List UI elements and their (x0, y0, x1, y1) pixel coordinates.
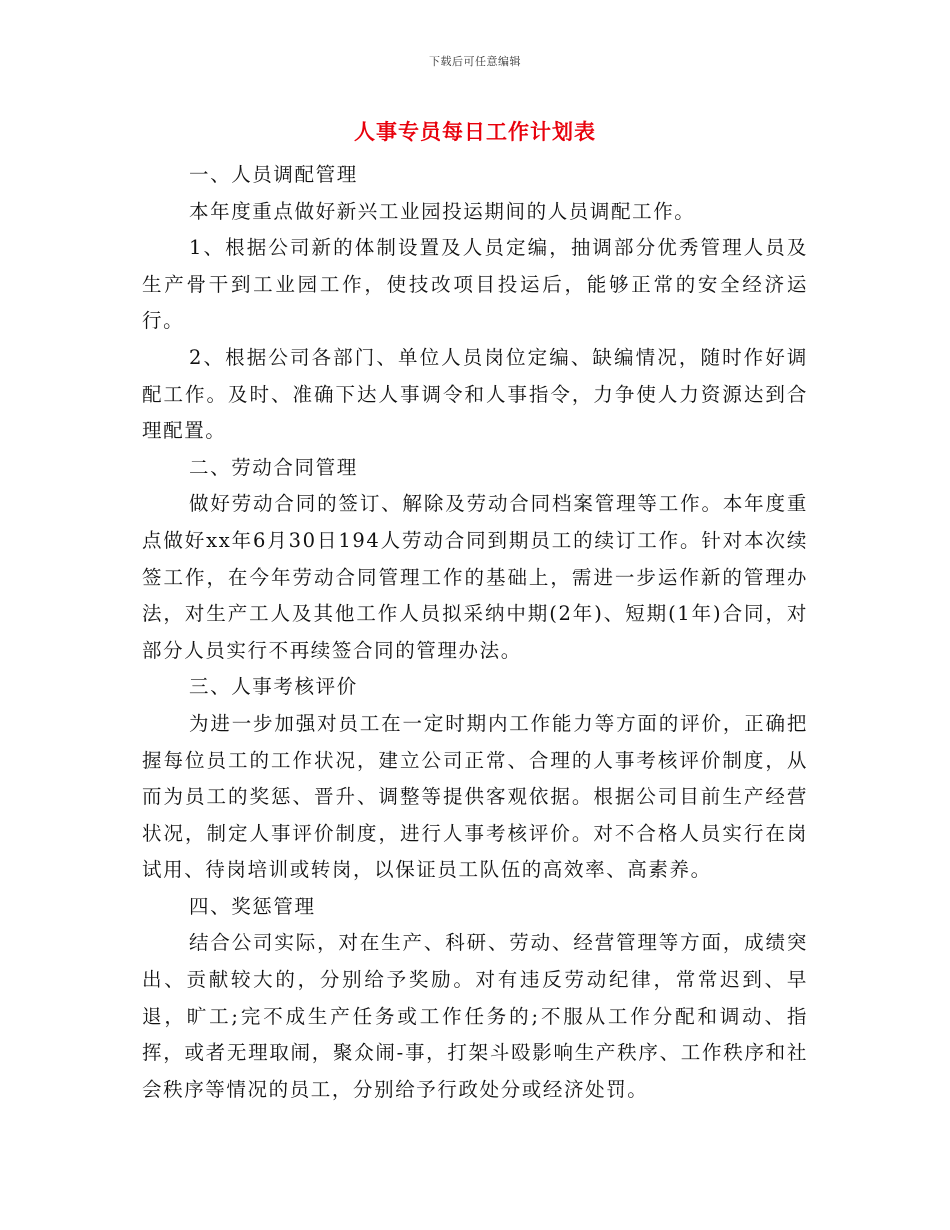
section-heading-4: 四、奖惩管理 (189, 894, 316, 918)
section-heading-2: 二、劳动合同管理 (189, 455, 358, 479)
page-header: 下载后可任意编辑 (429, 55, 521, 68)
paragraph: 本年度重点做好新兴工业园投运期间的人员调配工作。 (189, 199, 696, 223)
document-body (142, 157, 808, 1108)
paragraph: 2、根据公司各部门、单位人员岗位定编、缺编情况，随时作好调配工作。及时、准确下达人事调令和人事指令，力争使人力资源达到合理配置。 (142, 345, 808, 443)
paragraph: 结合公司实际，对在生产、科研、劳动、经营管理等方面，成绩突出、贡献较大的，分别给予奖励。对有违反劳动纪律，常常迟到、早退，旷工;完不成生产任务或工作任务的;不服从工作分配和调动、指挥，或者无理取闹，聚众闹-事，打架斗殴影响生产秩序、工作秩序和社会秩序等情况的员工，分别给予行政处分或经济处罚。 (142, 931, 808, 1101)
section-heading-3: 三、人事考核评价 (189, 675, 358, 699)
paragraph: 做好劳动合同的签订、解除及劳动合同档案管理等工作。本年度重点做好xx年6月30日194人劳动合同到期员工的续订工作。针对本次续签工作，在今年劳动合同管理工作的基础上，需进一步运作新的管理办法，对生产工人及其他工作人员拟采纳中期(2年)、短期(1年)合同，对部分人员实行不再续签合同的管理办法。 (142, 492, 808, 662)
section-heading-1: 一、人员调配管理 (189, 163, 358, 186)
document-title: 人事专员每日工作计划表 (354, 119, 596, 144)
paragraph: 1、根据公司新的体制设置及人员定编，抽调部分优秀管理人员及生产骨干到工业园工作，使技改项目投运后，能够正常的安全经济运行。 (142, 236, 808, 333)
paragraph: 为进一步加强对员工在一定时期内工作能力等方面的评价，正确把握每位员工的工作状况，建立公司正常、合理的人事考核评价制度，从而为员工的奖惩、晋升、调整等提供客观依据。根据公司目前生产经营状况，制定人事评价制度，进行人事考核评价。对不合格人员实行在岗试用、待岗培训或转岗，以保证员工队伍的高效率、高素养。 (142, 711, 808, 882)
